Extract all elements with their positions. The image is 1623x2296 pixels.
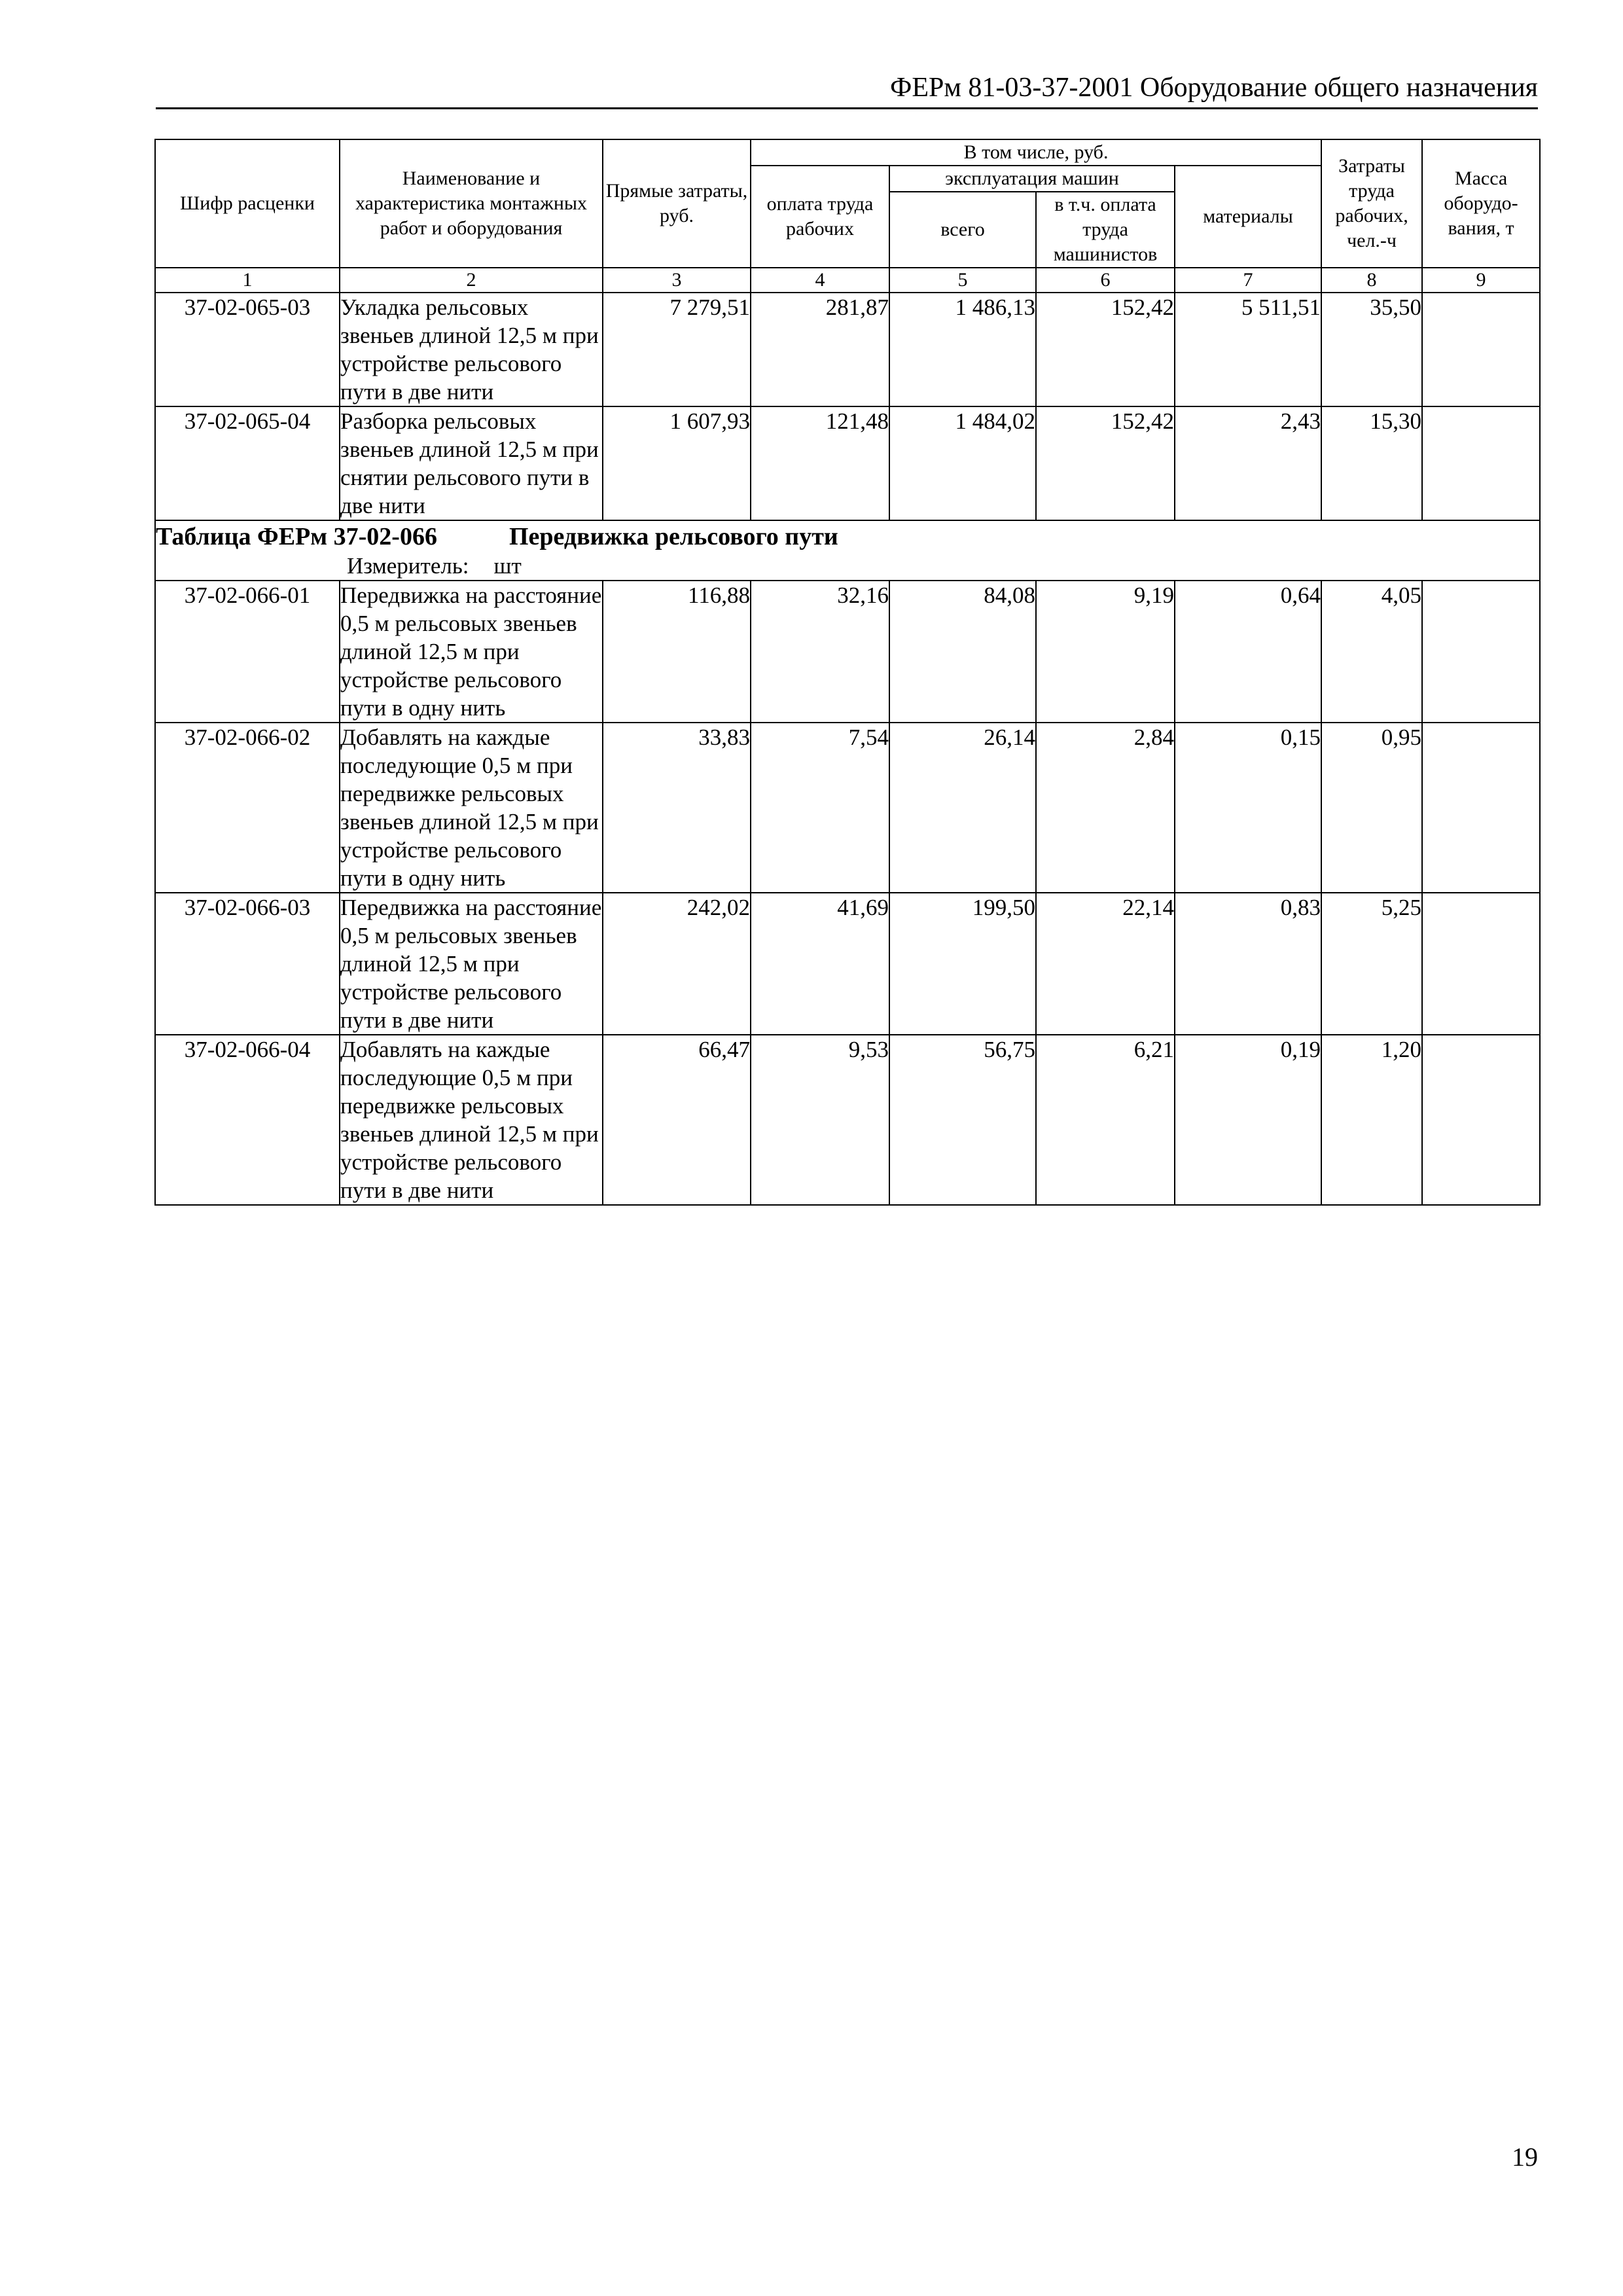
rate-code: 37-02-066-03 xyxy=(155,893,340,1035)
col-machines-header: эксплуатация машин xyxy=(889,166,1175,192)
rate-code: 37-02-066-04 xyxy=(155,1035,340,1205)
col-number: 2 xyxy=(340,268,603,293)
equipment-mass xyxy=(1422,723,1540,893)
section-table-label: Таблица ФЕРм 37-02-066 xyxy=(156,523,437,550)
materials-cost: 0,64 xyxy=(1175,581,1321,723)
page-number: 19 xyxy=(1512,2142,1538,2172)
direct-cost: 242,02 xyxy=(603,893,751,1035)
direct-cost: 66,47 xyxy=(603,1035,751,1205)
machines-cost: 56,75 xyxy=(889,1035,1036,1205)
direct-cost: 7 279,51 xyxy=(603,293,751,406)
machines-cost: 1 484,02 xyxy=(889,406,1036,520)
materials-cost: 0,83 xyxy=(1175,893,1321,1035)
table-row xyxy=(155,893,1540,1035)
operators-cost: 152,42 xyxy=(1036,293,1175,406)
col-number: 5 xyxy=(889,268,1036,293)
labor-hours: 0,95 xyxy=(1321,723,1422,893)
unit-value: шт xyxy=(493,553,522,579)
labor-cost: 121,48 xyxy=(751,406,889,520)
table-row xyxy=(155,1035,1540,1205)
labor-hours: 35,50 xyxy=(1321,293,1422,406)
rate-name: Укладка рельсовых звеньев длиной 12,5 м при устройстве рельсового пути в две нити xyxy=(340,293,603,406)
col-operators-header: в т.ч. оплата труда машинистов xyxy=(1036,192,1175,268)
equipment-mass xyxy=(1422,581,1540,723)
col-including-header: В том числе, руб. xyxy=(751,139,1321,166)
col-code-header: Шифр расценки xyxy=(155,139,340,268)
section-heading xyxy=(156,521,1539,552)
col-labor-header: оплата труда рабочих xyxy=(751,166,889,268)
rate-name: Разборка рельсовых звеньев длиной 12,5 м при снятии рельсового пути в две нити xyxy=(340,406,603,520)
section-title: Передвижка рельсового пути xyxy=(508,523,838,550)
equipment-mass xyxy=(1422,893,1540,1035)
header-divider xyxy=(156,107,1538,109)
col-name-header: Наименование и характеристика монтажных работ и оборудования xyxy=(340,139,603,268)
materials-cost: 5 511,51 xyxy=(1175,293,1321,406)
rate-code: 37-02-065-04 xyxy=(155,406,340,520)
unit-label: Измеритель: xyxy=(347,553,469,579)
col-machines-total-header: всего xyxy=(889,192,1036,268)
section-row xyxy=(155,520,1540,581)
direct-cost: 116,88 xyxy=(603,581,751,723)
rate-code: 37-02-065-03 xyxy=(155,293,340,406)
equipment-mass xyxy=(1422,293,1540,406)
col-number: 1 xyxy=(155,268,340,293)
section-measure xyxy=(156,552,1539,580)
col-number: 9 xyxy=(1422,268,1540,293)
col-number: 7 xyxy=(1175,268,1321,293)
table-row xyxy=(155,406,1540,520)
machines-cost: 199,50 xyxy=(889,893,1036,1035)
equipment-mass xyxy=(1422,406,1540,520)
rate-name: Добавлять на каждые последующие 0,5 м при передвижке рельсовых звеньев длиной 12,5 м при устройстве рельсового пути в одну нить xyxy=(340,723,603,893)
col-mass-header: Масса оборудо-вания, т xyxy=(1422,139,1540,268)
direct-cost: 33,83 xyxy=(603,723,751,893)
labor-cost: 41,69 xyxy=(751,893,889,1035)
machines-cost: 1 486,13 xyxy=(889,293,1036,406)
labor-hours: 5,25 xyxy=(1321,893,1422,1035)
table-row xyxy=(155,293,1540,406)
equipment-mass xyxy=(1422,1035,1540,1205)
col-number: 8 xyxy=(1321,268,1422,293)
rate-name: Передвижка на расстояние 0,5 м рельсовых звеньев длиной 12,5 м при устройстве рельсового пути в одну нить xyxy=(340,581,603,723)
column-number-row xyxy=(155,268,1540,293)
operators-cost: 6,21 xyxy=(1036,1035,1175,1205)
col-direct-header: Прямые затраты, руб. xyxy=(603,139,751,268)
rate-name: Передвижка на расстояние 0,5 м рельсовых звеньев длиной 12,5 м при устройстве рельсового пути в две нити xyxy=(340,893,603,1035)
machines-cost: 84,08 xyxy=(889,581,1036,723)
table-header xyxy=(155,139,1540,293)
labor-cost: 9,53 xyxy=(751,1035,889,1205)
rate-code: 37-02-066-01 xyxy=(155,581,340,723)
materials-cost: 0,15 xyxy=(1175,723,1321,893)
table-row xyxy=(155,723,1540,893)
materials-cost: 2,43 xyxy=(1175,406,1321,520)
labor-hours: 15,30 xyxy=(1321,406,1422,520)
table-row xyxy=(155,581,1540,723)
col-number: 3 xyxy=(603,268,751,293)
table-body xyxy=(155,293,1540,1205)
rate-name: Добавлять на каждые последующие 0,5 м при передвижке рельсовых звеньев длиной 12,5 м при устройстве рельсового пути в две нити xyxy=(340,1035,603,1205)
labor-cost: 32,16 xyxy=(751,581,889,723)
materials-cost: 0,19 xyxy=(1175,1035,1321,1205)
col-materials-header: материалы xyxy=(1175,166,1321,268)
machines-cost: 26,14 xyxy=(889,723,1036,893)
operators-cost: 9,19 xyxy=(1036,581,1175,723)
operators-cost: 22,14 xyxy=(1036,893,1175,1035)
col-hours-header: Затраты труда рабочих, чел.-ч xyxy=(1321,139,1422,268)
col-number: 4 xyxy=(751,268,889,293)
labor-cost: 7,54 xyxy=(751,723,889,893)
labor-hours: 4,05 xyxy=(1321,581,1422,723)
rates-table xyxy=(154,139,1541,1206)
direct-cost: 1 607,93 xyxy=(603,406,751,520)
col-number: 6 xyxy=(1036,268,1175,293)
labor-cost: 281,87 xyxy=(751,293,889,406)
section-header xyxy=(155,520,1540,581)
page-header-title: ФЕРм 81-03-37-2001 Оборудование общего назначения xyxy=(890,73,1538,103)
labor-hours: 1,20 xyxy=(1321,1035,1422,1205)
operators-cost: 2,84 xyxy=(1036,723,1175,893)
operators-cost: 152,42 xyxy=(1036,406,1175,520)
rate-code: 37-02-066-02 xyxy=(155,723,340,893)
